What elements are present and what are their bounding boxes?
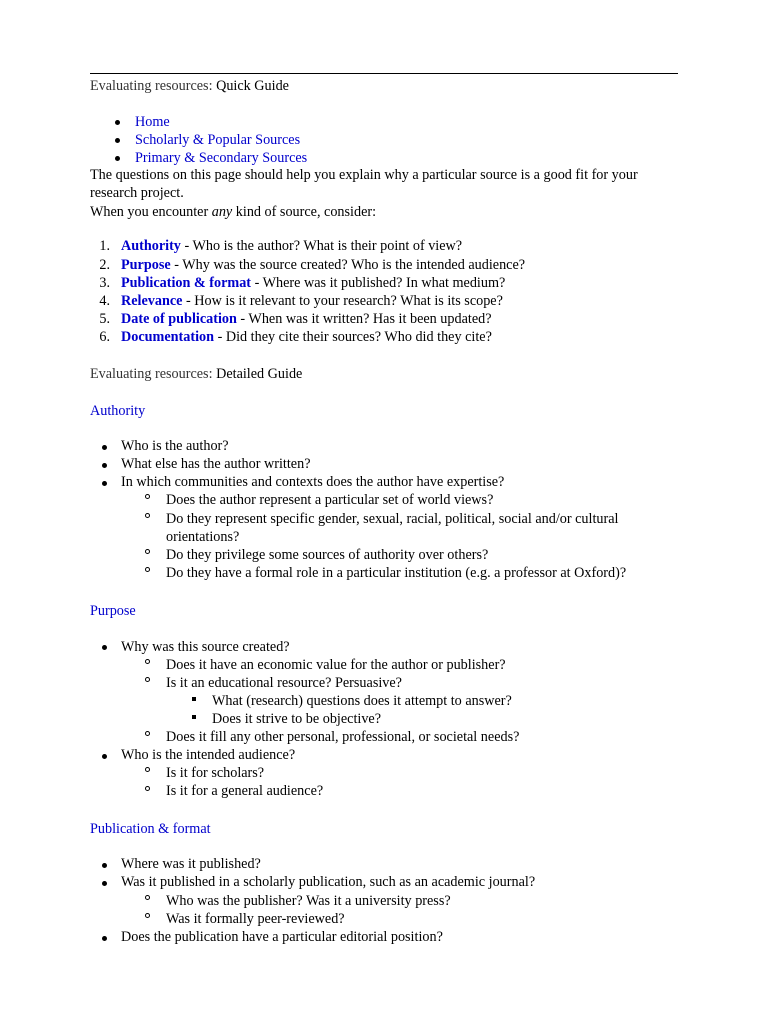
sub-list-item: Do they privilege some sources of authority over others?: [166, 547, 489, 563]
section-heading-publication: Publication & format: [90, 821, 211, 837]
sub-list-item: Does it have an economic value for the author or publisher?: [166, 657, 506, 673]
purpose-link[interactable]: Purpose: [121, 257, 171, 273]
top-rule: [90, 73, 678, 74]
list-item: Why was this source created?: [121, 639, 290, 655]
nav-link-scholarly-popular[interactable]: Scholarly & Popular Sources: [135, 132, 301, 148]
sub-list-item: Does the author represent a particular set of world views?: [166, 492, 494, 508]
sub-list-item: Do they represent specific gender, sexual, racial, political, social and/or cultural: [166, 511, 619, 527]
quick-item-date: Date of publication - When was it written? Has it been updated?: [121, 311, 492, 327]
list-number: 2.: [99, 257, 110, 273]
sub-list-item: Is it for a general audience?: [166, 783, 324, 799]
section-heading-purpose: Purpose: [90, 603, 136, 619]
quick-item-publication: Publication & format - Where was it published? In what medium?: [121, 275, 506, 291]
bullet: [102, 481, 107, 486]
sub-list-item: Is it an educational resource? Persuasive?: [166, 675, 402, 691]
list-item: Where was it published?: [121, 856, 261, 872]
detailed-guide-heading: Evaluating resources: Detailed Guide: [90, 366, 303, 382]
bullet: [102, 881, 107, 886]
list-number: 5.: [99, 311, 110, 327]
sub-sub-list-item: What (research) questions does it attempt to answer?: [212, 693, 512, 709]
nav-bullet: [115, 120, 120, 125]
sub-bullet: [145, 786, 150, 791]
sub-bullet: [145, 659, 150, 664]
nav-bullet: [115, 138, 120, 143]
nav-link-home[interactable]: Home: [135, 114, 170, 130]
intro-line-2: research project.: [90, 185, 184, 201]
sub-bullet: [145, 677, 150, 682]
nav-bullet: [115, 156, 120, 161]
sub-list-item: Was it formally peer-reviewed?: [166, 911, 345, 927]
sub-bullet: [145, 494, 150, 499]
quick-item-documentation: Documentation - Did they cite their sources? Who did they cite?: [121, 329, 492, 345]
sub-bullet: [145, 913, 150, 918]
list-number: 1.: [99, 238, 110, 254]
sub-bullet: [145, 731, 150, 736]
nav-link-primary-secondary[interactable]: Primary & Secondary Sources: [135, 150, 308, 166]
list-item: In which communities and contexts does the author have expertise?: [121, 474, 505, 490]
sub-bullet: [145, 513, 150, 518]
bullet: [102, 863, 107, 868]
bullet: [102, 645, 107, 650]
bullet: [102, 936, 107, 941]
list-item: Who is the intended audience?: [121, 747, 296, 763]
quick-guide-heading: Evaluating resources: Quick Guide: [90, 78, 289, 94]
sub-list-item: Does it fill any other personal, professional, or societal needs?: [166, 729, 520, 745]
sub-list-item: Who was the publisher? Was it a university press?: [166, 893, 451, 909]
quick-item-relevance: Relevance - How is it relevant to your research? What is its scope?: [121, 293, 503, 309]
intro-line-3: When you encounter any kind of source, consider:: [90, 204, 377, 220]
quick-item-authority: Authority - Who is the author? What is their point of view?: [121, 238, 463, 254]
sub-sub-bullet: [192, 697, 196, 701]
list-item: Does the publication have a particular editorial position?: [121, 929, 443, 945]
documentation-link[interactable]: Documentation: [121, 329, 215, 345]
intro-line-1: The questions on this page should help you explain why a particular source is a good fit for your: [90, 167, 638, 183]
sub-list-item-continuation: orientations?: [166, 529, 240, 545]
sub-list-item: Is it for scholars?: [166, 765, 265, 781]
relevance-link[interactable]: Relevance: [121, 293, 183, 309]
sub-bullet: [145, 567, 150, 572]
list-item: Was it published in a scholarly publication, such as an academic journal?: [121, 874, 536, 890]
quick-item-purpose: Purpose - Why was the source created? Who is the intended audience?: [121, 257, 526, 273]
bullet: [102, 754, 107, 759]
sub-bullet: [145, 895, 150, 900]
authority-link[interactable]: Authority: [121, 238, 181, 254]
date-of-publication-link[interactable]: Date of publication: [121, 311, 237, 327]
sub-bullet: [145, 767, 150, 772]
bullet: [102, 445, 107, 450]
sub-sub-bullet: [192, 715, 196, 719]
list-item: What else has the author written?: [121, 456, 311, 472]
bullet: [102, 463, 107, 468]
sub-list-item: Do they have a formal role in a particular institution (e.g. a professor at Oxford)?: [166, 565, 627, 581]
list-number: 6.: [99, 329, 110, 345]
list-number: 3.: [99, 275, 110, 291]
list-item: Who is the author?: [121, 438, 229, 454]
section-heading-authority: Authority: [90, 403, 146, 419]
sub-bullet: [145, 549, 150, 554]
publication-link[interactable]: Publication & format: [121, 275, 252, 291]
sub-sub-list-item: Does it strive to be objective?: [212, 711, 382, 727]
list-number: 4.: [99, 293, 110, 309]
